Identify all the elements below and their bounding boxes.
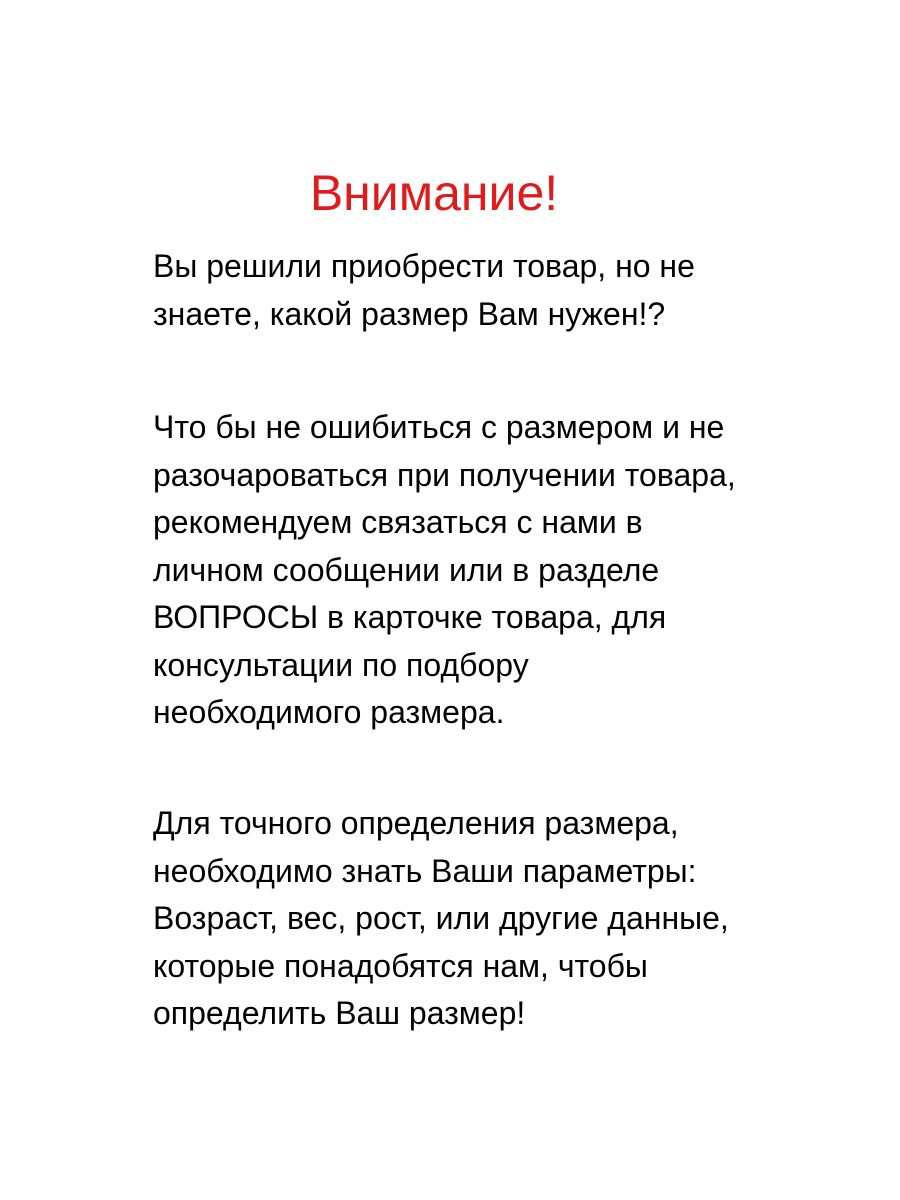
paragraph-line: Что бы не ошибиться с размером и не (153, 409, 725, 445)
paragraph-line: личном сообщении или в разделе (153, 551, 660, 588)
paragraph-line: Возраст, вес, рост, или другие данные, (153, 900, 729, 936)
paragraph-line: Вы решили приобрести товар, но не (153, 248, 695, 284)
paragraph-line: рекомендуем связаться с нами в (153, 504, 643, 540)
parameters-paragraph (153, 800, 873, 1038)
paragraph-line: которые понадобятся нам, чтобы (153, 947, 648, 984)
paragraph-line: ВОПРОСЫ в карточке товара, для (153, 599, 667, 635)
paragraph-line: разочароваться при получении товара, (153, 456, 736, 493)
paragraph-line: необходимо знать Ваши параметры: (153, 852, 697, 889)
paragraph-line: знаете, какой размер Вам нужен!? (153, 295, 666, 332)
paragraph-line: необходимого размера. (153, 694, 505, 730)
paragraph-line: консультации по подбору (153, 646, 529, 683)
notice-title: Внимание! (309, 165, 559, 221)
paragraph-line: Для точного определения размера, (153, 805, 679, 841)
recommendation-paragraph (153, 404, 873, 737)
intro-paragraph (153, 243, 873, 338)
paragraph-line: определить Ваш размер! (153, 995, 526, 1031)
